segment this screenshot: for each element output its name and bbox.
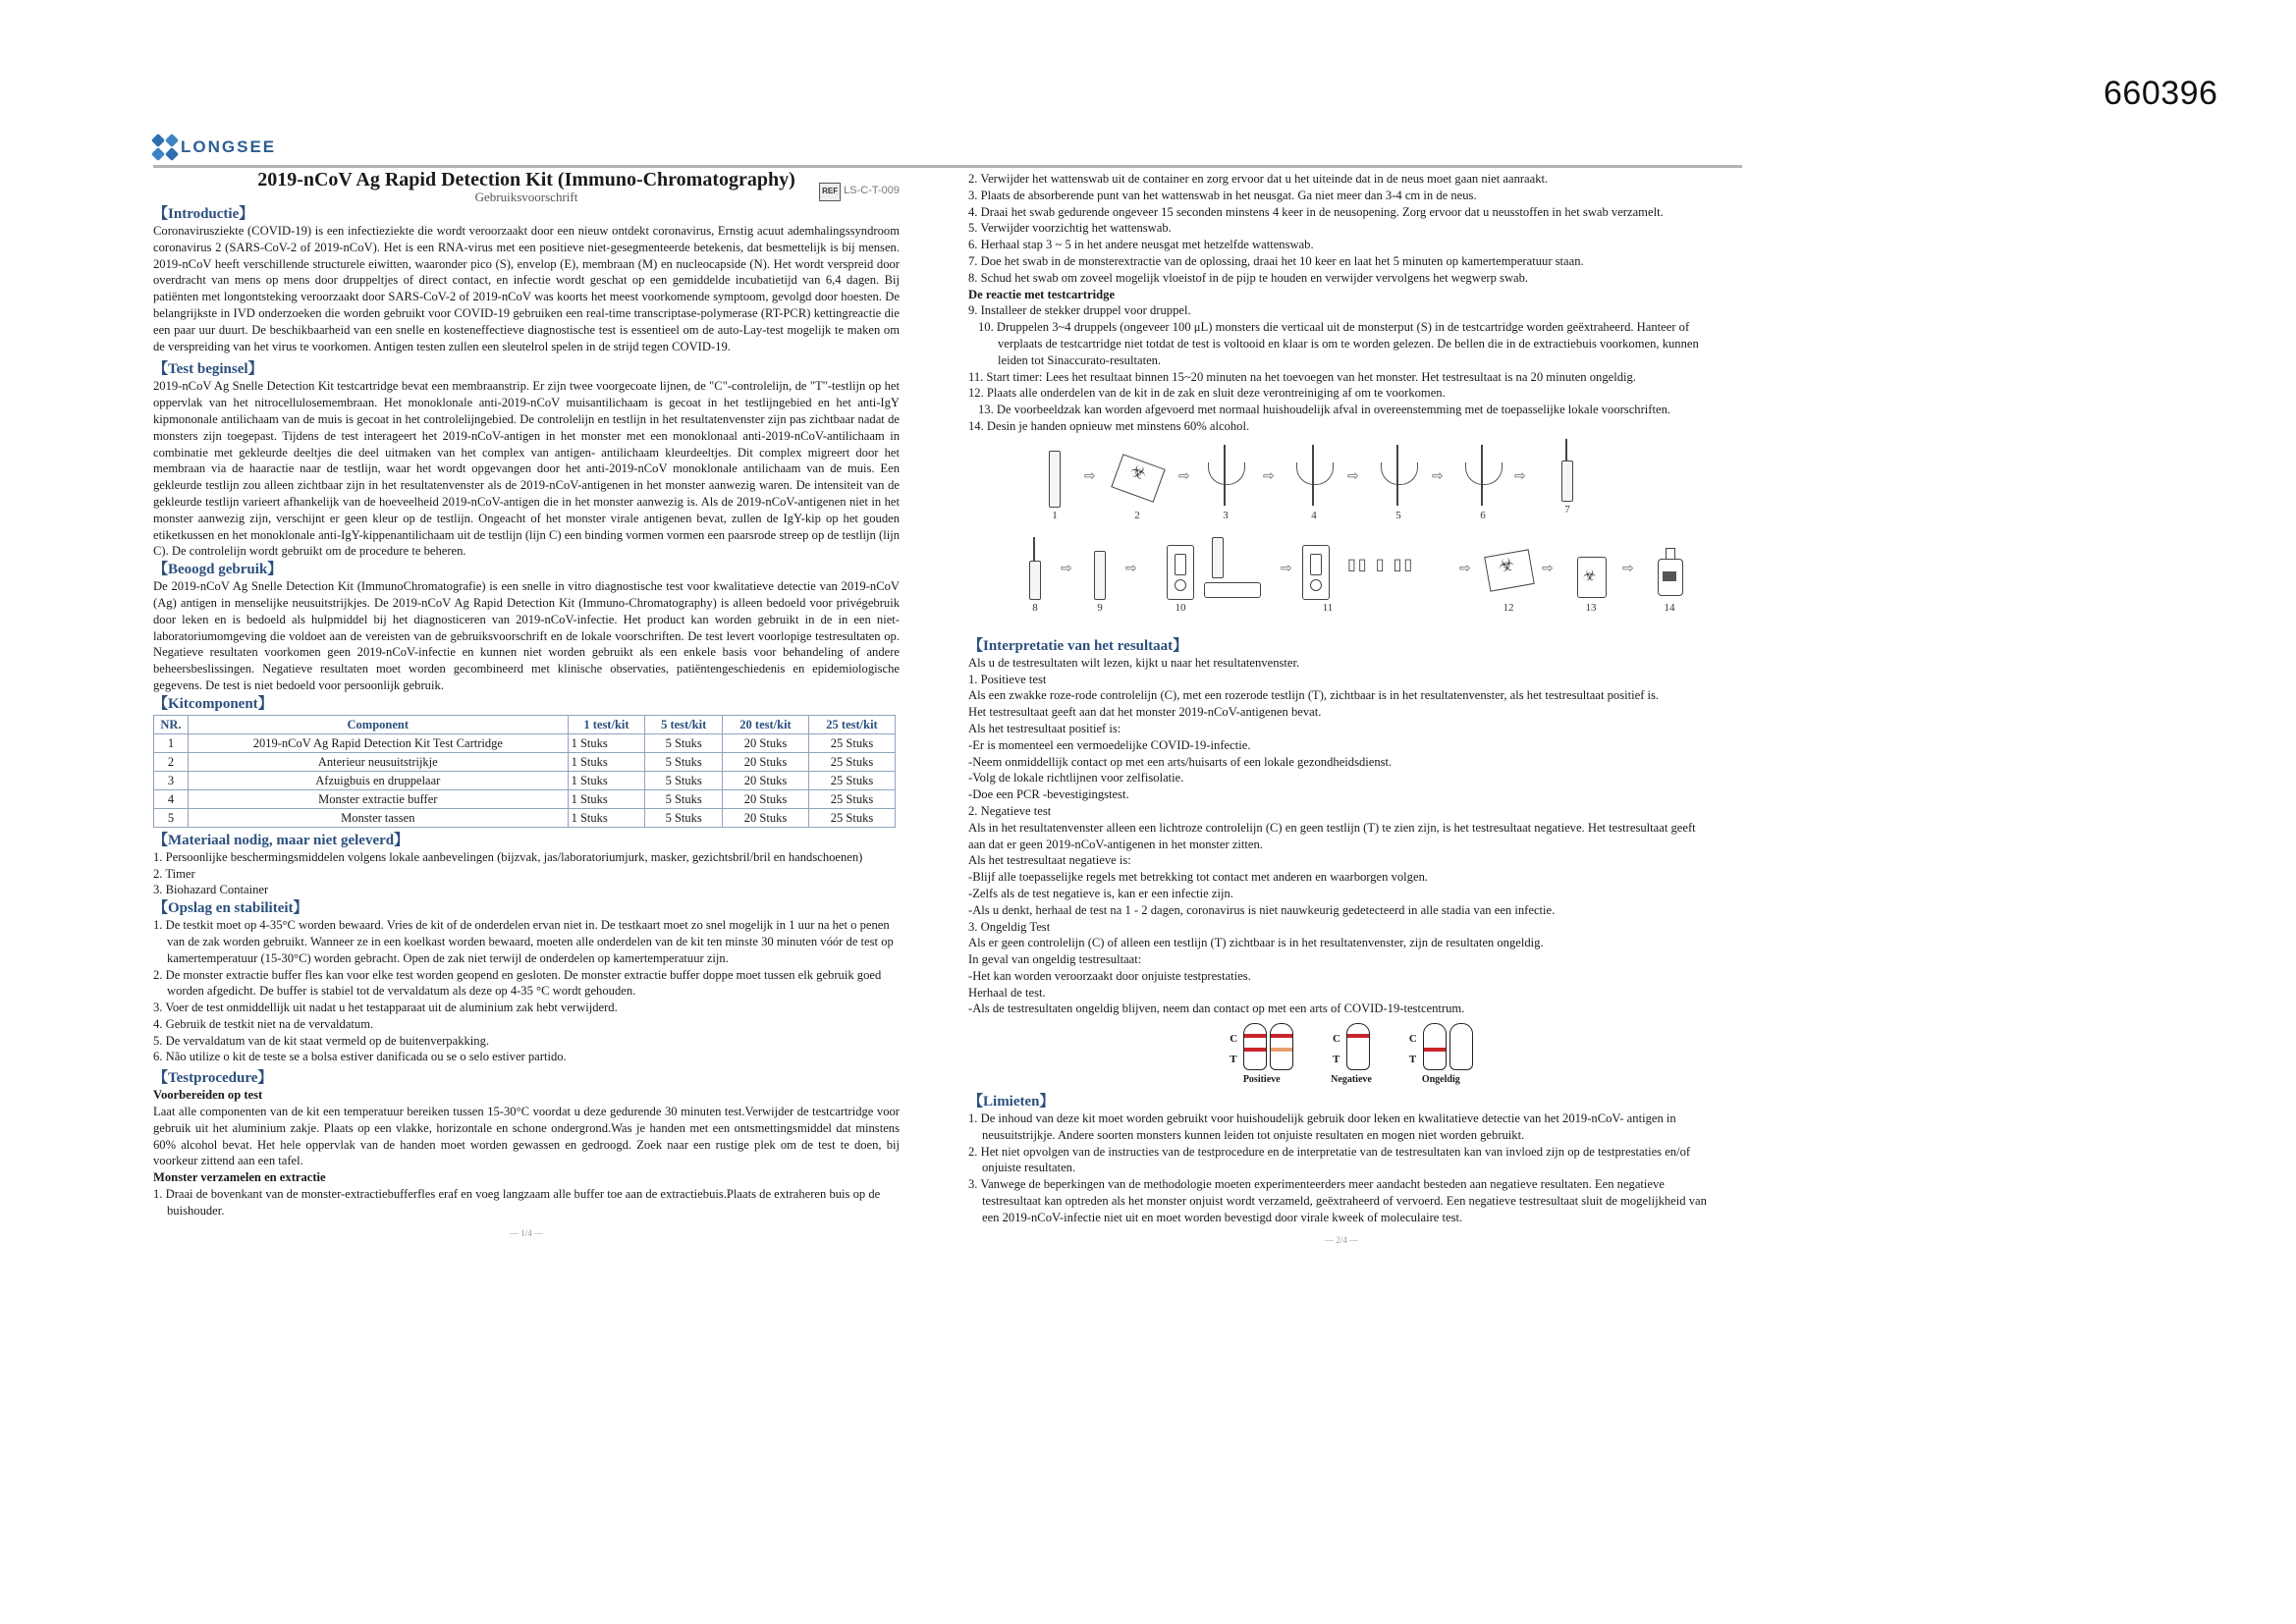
- table-cell: 1: [154, 733, 189, 752]
- table-cell: 1 Stuks: [568, 733, 645, 752]
- interpretatie-line: -Er is momenteel een vermoedelijke COVID-19-infectie.: [968, 737, 1251, 752]
- list-item: 13. De voorbeeldzak kan worden afgevoerd met normaal huishoudelijk afval in overeenstemming met de toepasselijke lokale voorschriften.: [978, 403, 1671, 417]
- ref-value: LS-C-T-009: [844, 185, 900, 196]
- figure-step-3: 3: [1196, 445, 1255, 524]
- subheading-voorbereiden: Voorbereiden op test: [153, 1088, 263, 1103]
- page-header: [153, 134, 1744, 167]
- list-item: 2. Verwijder het wattenswab uit de container en zorg ervoor dat u het uiteinde dat in de neus moet gaan niet aanraakt.: [968, 172, 1549, 186]
- nose-icon: [1465, 462, 1503, 485]
- figure-step-7: 7: [1538, 439, 1597, 518]
- interpretatie-line: Herhaal de test.: [968, 985, 1046, 1000]
- figure-step-6: 6: [1453, 445, 1512, 524]
- swab-icon: [1224, 445, 1226, 506]
- arrow-icon: ⇨: [1125, 560, 1137, 576]
- arrow-icon: ⇨: [1178, 467, 1190, 484]
- test-cartridge-icon: [1167, 545, 1194, 600]
- result-label: Ongeldig: [1421, 1074, 1460, 1086]
- table-cell: 1 Stuks: [568, 752, 645, 771]
- table-header-row: [154, 715, 896, 733]
- header-divider: [153, 165, 1742, 168]
- list-item: 6. Herhaal stap 3 ~ 5 in het andere neusgat met hetzelfde wattenswab.: [968, 238, 1314, 252]
- section-heading-limieten: 【Limieten】: [968, 1094, 1055, 1110]
- biohazard-bag-icon: [1484, 549, 1535, 591]
- nose-icon: [1296, 462, 1334, 485]
- figure-step-12: ☣ 12: [1479, 537, 1538, 617]
- table-cell: Monster tassen: [189, 808, 569, 827]
- figure-step-14: 14: [1640, 537, 1699, 617]
- list-item: 5. Verwijder voorzichtig het wattenswab.: [968, 221, 1172, 236]
- logo-mark-icon: [153, 135, 177, 159]
- list-item: 10. Druppelen 3~4 druppels (ongeveer 100 μL) monsters die verticaal uit de monsterput (S) in de testcartridge worden geëxtraheerd. Hanteer of verplaats de testcartridge niet totdat de test is voltooid en klaar is om te worden gelezen. De bellen die in de extractiebuis voorkomen, kunnen leiden tot Sinaccurato-resultaten.: [978, 320, 1699, 367]
- list-item: 2. Het niet opvolgen van de instructies van de testprocedure en de interpretatie van de testresultaten kan van invloed zijn op de testprestaties en/of onjuiste resultaten.: [968, 1144, 1691, 1175]
- sanitizer-bottle-icon: [1658, 559, 1683, 596]
- section-heading-kitcomponent: 【Kitcomponent】: [153, 695, 273, 712]
- interpretatie-line: -Zelfs als de test negatieve is, kan er een infectie zijn.: [968, 886, 1233, 900]
- page-2: [968, 171, 1715, 1248]
- table-cell: 25 Stuks: [809, 771, 896, 789]
- table-cell: Afzuigbuis en druppelaar: [189, 771, 569, 789]
- list-item: 4. Draai het swab gedurende ongeveer 15 seconden minstens 4 keer in de neusopening. Zorg ervoor dat u neusstoffen in het swab verzamelt.: [968, 204, 1664, 219]
- list-item: 9. Installeer de stekker druppel voor druppel.: [968, 303, 1191, 318]
- section-heading-opslag: 【Opslag en stabiliteit】: [153, 900, 308, 917]
- list-item: 3. Vanwege de beperkingen van de methodologie moeten experimenteerders meer aandacht besteden aan negatieve resultaten. Een negatieve testresultaat kan optreden als het monster onjuist wordt verzameld, geëxtraheerd of vervoerd. Een negatieve testresultaat sluit de mogelijkheid van een 2019-nCoV-infectie niet uit en moet worden bevestigd door virale kweek of moleculaire test.: [968, 1177, 1707, 1224]
- interpretatie-line: 3. Ongeldig Test: [968, 919, 1051, 934]
- swab-icon: [1312, 445, 1314, 506]
- beoogd-gebruik-text: De 2019-nCoV Ag Snelle Detection Kit (ImmunoChromatografie) is een snelle in vitro diagnostische test voor kwalitatieve detectie van 2019-nCoV (Ag) antigen in menselijke neusuitstrijkjes. De 2019-nCoV Ag Rapid Detection Kit (Immuno-Chromatography) is alleen bedoeld voor privégebruik door leken en is bedoeld als hulpmiddel bij het diagnosticeren van 2019-nCoV-infectie. Het product kan worden gebruikt in de in een niet-laboratoriumomgeving die voldoet aan de vereisten van de gebruiksvoorschrift en de lokale voorschriften. De test levert voorlopige testresultaten op. Negatieve resultaten voorkomen geen 2019-nCoV-infectie en kunnen niet worden gebruikt als een enkele basis voor behandeling of andere beheersbeslissingen. Negatieve resultaten moet worden gecombineerd met klinische observaties, patiëntengeschiedenis en epidemiologische gegevens. De test is niet bedoeld voor persoonlijk gebruik.: [153, 579, 900, 692]
- list-item: 3. Voer de test onmiddellijk uit nadat u het testapparaat uit de aluminium zak hebt verwijderd.: [153, 1001, 618, 1015]
- figure-step-5: 5: [1369, 445, 1428, 524]
- list-item: 11. Start timer: Lees het resultaat binnen 15~20 minuten na het toevoegen van het monster. Het testresultaat is na 20 minuten ongeldig.: [968, 369, 1636, 384]
- table-cell: 20 Stuks: [723, 808, 809, 827]
- figure-step-10b: [1204, 537, 1263, 600]
- list-item: 5. De vervaldatum van de kit staat vermeld op de buitenverpakking.: [153, 1033, 490, 1048]
- title-block: [153, 169, 900, 204]
- voorbereiden-text: Laat alle componenten van de kit een temperatuur bereiken tussen 15-30°C voordat u deze gedurende 30 minuten test.Verwijder de testcartridge voor gebruik uit het aluminium zakje. Plaats op een vlakke, horizontale en schone ondergrond.Was je handen met een ontsmettingsmiddel dat minstens 60% alcohol bevat. Het hele oppervlak van de handen moet worden gewassen en gedroogd. Zoek naar een rustige plek om de test te doen, bij voorkeur zittend aan een tafel.: [153, 1105, 900, 1168]
- table-cell: 25 Stuks: [809, 733, 896, 752]
- arrow-icon: ⇨: [1432, 467, 1444, 484]
- figure-step-13: ☣ 13: [1561, 537, 1620, 617]
- document-title: 2019-nCoV Ag Rapid Detection Kit (Immuno-Chromatography): [257, 169, 795, 190]
- result-negative: C T Negatieve: [1331, 1023, 1372, 1089]
- test-cartridge-icon: [1302, 545, 1330, 600]
- extraction-tube-icon: [1561, 460, 1573, 502]
- table-row: [154, 733, 896, 752]
- table-cell: 4: [154, 789, 189, 808]
- table-cell: 5 Stuks: [645, 752, 723, 771]
- figure-step-4: 4: [1285, 445, 1343, 524]
- table-cell: 2: [154, 752, 189, 771]
- list-item: 1. De inhoud van deze kit moet worden gebruikt voor huishoudelijk gebruik door leken en kwalitatieve detectie van het 2019-nCoV- antigen in neusuitstrijkje. Andere soorten monsters kunnen leiden tot onjuiste resultaten en mogen niet worden gebruikt.: [968, 1111, 1676, 1142]
- result-invalid: C T Ongeldig: [1409, 1023, 1473, 1089]
- table-cell: 5: [154, 808, 189, 827]
- list-item: 3. Biohazard Container: [153, 883, 269, 897]
- result-positive: C T Positieve: [1230, 1023, 1293, 1089]
- figure-step-8: 8: [1006, 537, 1065, 617]
- column-header: 5 test/kit: [645, 715, 723, 733]
- brand-name: LONGSEE: [181, 137, 277, 156]
- test-strip-icon: [1243, 1023, 1267, 1070]
- list-item: 1. De testkit moet op 4-35°C worden bewaard. Vries de kit of de onderdelen ervan niet in. De testkaart moet zo snel mogelijk in 1 uur na het o penen van de zak worden gebruikt. Wanneer ze in een koelkast worden bewaard, moeten alle onderdelen van de kit ten minste 30 minuten vóór de test op kamertemperatuur (15-30°C) worden gebracht. Open de zak niet terwijl de onderdelen op kamertemperatuur zijn.: [153, 918, 894, 965]
- table-row: [154, 789, 896, 808]
- section-heading-testprocedure: 【Testprocedure】: [153, 1070, 273, 1087]
- column-header: NR.: [154, 715, 189, 733]
- table-cell: 25 Stuks: [809, 752, 896, 771]
- table-cell: 25 Stuks: [809, 808, 896, 827]
- test-strip-icon: [1346, 1023, 1370, 1070]
- table-cell: 1 Stuks: [568, 808, 645, 827]
- ref-code: [819, 183, 900, 201]
- subheading-verzamelen: Monster verzamelen en extractie: [153, 1170, 326, 1185]
- page-number: — 2/4 —: [1324, 1234, 1358, 1245]
- interpretatie-line: Als het testresultaat positief is:: [968, 721, 1121, 735]
- table-cell: 20 Stuks: [723, 771, 809, 789]
- extraction-tube-icon: [1049, 451, 1061, 508]
- table-cell: Monster extractie buffer: [189, 789, 569, 808]
- brand-logo: [153, 135, 276, 159]
- list-item: 4. Gebruik de testkit niet na de vervaldatum.: [153, 1016, 374, 1031]
- result-label: Negatieve: [1331, 1074, 1372, 1086]
- result-label: Positieve: [1242, 1074, 1281, 1086]
- interpretatie-line: Als een zwakke roze-rode controlelijn (C), met een rozerode testlijn (T), zichtbaar is in het resultatenvenster, als het testresultaat positief is.: [968, 688, 1660, 703]
- interpretatie-line: 2. Negatieve test: [968, 803, 1052, 818]
- list-item: 3. Plaats de absorberende punt van het wattenswab in het neusgat. Ga niet meer dan 3-4 cm in de neus.: [968, 188, 1477, 202]
- table-cell: Anterieur neusuitstrijkje: [189, 752, 569, 771]
- interpretatie-line: -Als u denkt, herhaal de test na 1 - 2 dagen, coronavirus is niet nauwkeurig gedetecteerd in alle stadia van een infectie.: [968, 902, 1556, 917]
- table-cell: 20 Stuks: [723, 733, 809, 752]
- swab-icon: [1481, 445, 1483, 506]
- arrow-icon: ⇨: [1281, 560, 1292, 576]
- list-item: 2. De monster extractie buffer fles kan voor elke test worden geopend en gesloten. De monster extractie buffer doppe moet tussen elk gebruik goed worden afgedicht. De buffer is stabiel tot de vervaldatum als deze op 4-35 °C wordt gehouden.: [153, 967, 882, 999]
- list-item: 12. Plaats alle onderdelen van de kit in de zak en sluit deze verontreiniging af om te voorkomen.: [968, 386, 1446, 401]
- table-row: [154, 808, 896, 827]
- swab-pack-icon: [1111, 454, 1166, 503]
- result-diagram: [968, 1023, 1715, 1089]
- table-cell: 1 Stuks: [568, 789, 645, 808]
- kit-component-table: [153, 715, 896, 828]
- table-cell: 3: [154, 771, 189, 789]
- figure-step-9: 9: [1070, 537, 1129, 617]
- swab-icon: [1396, 445, 1398, 506]
- table-cell: 1 Stuks: [568, 771, 645, 789]
- arrow-icon: ⇨: [1542, 560, 1554, 576]
- column-header: Component: [189, 715, 569, 733]
- subheading-reactie: De reactie met testcartridge: [968, 287, 1116, 301]
- procedure-illustration: [968, 439, 1715, 635]
- arrow-icon: ⇨: [1061, 560, 1072, 576]
- figure-step-11-results: [1347, 537, 1455, 600]
- interpretatie-line: -Blijf alle toepasselijke regels met betrekking tot contact met anderen en waarborgen volgen.: [968, 870, 1429, 885]
- arrow-icon: ⇨: [1347, 467, 1359, 484]
- interpretatie-line: Als in het resultatenvenster alleen een lichtroze controlelijn (C) en geen testlijn (T) te zien zijn, is het testresultaat negatieve. Het testresultaat geeft aan dat er geen 2019-nCoV-antigenen in het monster zitten.: [968, 820, 1696, 851]
- arrow-icon: ⇨: [1263, 467, 1275, 484]
- dropper-tube-icon: [1094, 551, 1106, 600]
- arrow-icon: ⇨: [1622, 560, 1634, 576]
- test-cartridge-icon: [1204, 582, 1261, 598]
- interpretatie-line: In geval van ongeldig testresultaat:: [968, 952, 1142, 967]
- interpretatie-line: Als er geen controlelijn (C) of alleen een testlijn (T) zichtbaar is in het resultatenvenster, zijn de resultaten ongeldig.: [968, 936, 1544, 950]
- table-cell: 2019-nCoV Ag Rapid Detection Kit Test Cartridge: [189, 733, 569, 752]
- interpretatie-line: -Het kan worden veroorzaakt door onjuiste testprestaties.: [968, 968, 1251, 983]
- list-item: 1. Persoonlijke beschermingsmiddelen volgens lokale aanbevelingen (bijzvak, jas/laboratoriumjurk, masker, gezichtsbril/bril en handschoenen): [153, 849, 863, 864]
- arrow-icon: ⇨: [1514, 467, 1526, 484]
- introductie-text: Coronavirusziekte (COVID-19) is een infectieziekte die wordt veroorzaakt door een nieuw ontdekt coronavirus, Ernstig acuut ademhalingssyndroom coronavirus 2 (SARS-CoV-2 of 2019-nCoV). Het is een RNA-virus met een positieve niet-gesegmenteerde betekenis, dat besmettelijk is bij mensen. 2019-nCoV heeft verschillende structurele eiwitten, waaronder pico (S), envelop (E), membraan (M) en nucleocapside (N). Het wordt verspreid door overdracht van mens op mens door druppeltjes of direct contact, en infectie wordt geschat op een gemiddelde incubatietijd van 6,4 dagen. Bij patiënten met longontsteking veroorzaakt door SARS-CoV-2 of 2019-nCoV was koorts het meest voorkomende symptoom, gevolgd door hoesten. De belangrijkste in IVD onderzoeken die worden gebruikt voor COVID-19 gebruiken een real-time transcriptase-polymerase (RT-PCR) kettingreactie die een paar uur duurt. De beschikbaarheid van een snelle en kosteneffectieve diagnostische test is essentieel om de auto-Lay-test mogelijk te maken om de verspreiding van het virus te voorkomen. Antigen testen zullen een sleutelrol spelen in de strijd tegen COVID-19.: [153, 224, 900, 353]
- figure-step-2: ☣ 2: [1108, 445, 1167, 524]
- figure-step-10: 10: [1151, 537, 1210, 617]
- nose-icon: [1381, 462, 1418, 485]
- column-header: 1 test/kit: [568, 715, 645, 733]
- section-heading-interpretatie: 【Interpretatie van het resultaat】: [968, 637, 1188, 654]
- figure-step-11: 11: [1298, 537, 1357, 617]
- column-header: 20 test/kit: [723, 715, 809, 733]
- table-row: [154, 771, 896, 789]
- section-heading-beoogd-gebruik: 【Beoogd gebruik】: [153, 562, 283, 578]
- nose-icon: [1208, 462, 1245, 485]
- table-cell: 5 Stuks: [645, 808, 723, 827]
- list-item: 14. Desin je handen opnieuw met minstens 60% alcohol.: [968, 418, 1250, 433]
- section-heading-test-beginsel: 【Test beginsel】: [153, 361, 263, 378]
- table-row: [154, 752, 896, 771]
- list-item: 6. Não utilize o kit de teste se a bolsa estiver danificada ou se o selo estiver partido.: [153, 1050, 567, 1064]
- table-cell: 5 Stuks: [645, 771, 723, 789]
- interpretatie-line: Als u de testresultaten wilt lezen, kijkt u naar het resultatenvenster.: [968, 655, 1300, 670]
- test-strip-icon: [1270, 1023, 1293, 1070]
- arrow-icon: ⇨: [1084, 467, 1096, 484]
- test-beginsel-text: 2019-nCoV Ag Snelle Detection Kit testcartridge bevat een membraanstrip. Er zijn twee voorgecoate lijnen, de "C"-controlelijn, de "T"-testlijn op het oppervlak van het nitrocellulosemembraan. Het monoklonale anti-2019-nCoV muisantilichaam is gecoat in het testlijngebied en het anti-IgY kipmononale antilichaam van de muis is gecoat in het controlelijngebied. De controlelijn en testlijn in het resultatenvenster zijn pas zichtbaar nadat de monsters zijn toegepast. Tijdens de test interageert het 2019-nCoV-antigen in het monster met een monoklonaal anti-2019-nCoV-antilichaam in combinatie met gekleurde deeltjes die deel uitmaken van het complex van antigen- antilichaam kleurdeeltjes. Dit complex migreert door het membraan via de haaractie naar de testlijn, waar het wordt opgevangen door het anti-2019-nCoV monoklonale antilichaam van de muis. Een gekleurde testlijn zou alleen zichtbaar zijn in het resultatenvenster als de 2019-nCoV-antigenen in het monster aanwezig waren. De intensiteit van de gekleurde testlijn varieert afhankelijk van de hoeveelheid 2019-nCoV-antigen die in het monster aanwezig is. Als de 2019-nCoV-antigenen niet in het monster aanwezig zijn, verschijnt er geen kleur op de testlijn. Ongeacht of het monster virale antigenen bevat, zullen de IgY-kip op het gouden etiketkussen en het monoklonale anti-IgY-kippenantilichaam uit de testlijn (lijn C) een binding vormen vormen een paarsrode streep op de testlijn (lijn C). De controlelijn wordt gebruikt om de procedure te beheren.: [153, 379, 900, 559]
- table-cell: 5 Stuks: [645, 733, 723, 752]
- list-item: 8. Schud het swab om zoveel mogelijk vloeistof in de pijp te houden en verwijder vervolgens het wegwerp swab.: [968, 270, 1529, 285]
- interpretatie-line: Het testresultaat geeft aan dat het monster 2019-nCoV-antigenen bevat.: [968, 705, 1322, 720]
- page-number: — 1/4 —: [509, 1227, 543, 1238]
- list-item: 2. Timer: [153, 866, 195, 881]
- biohazard-bin-icon: [1577, 557, 1607, 598]
- test-strip-icon: [1423, 1023, 1447, 1070]
- section-heading-materiaal: 【Materiaal nodig, maar niet geleverd】: [153, 832, 410, 848]
- result-strips-icon: ▯▯ ▯ ▯▯: [1347, 554, 1415, 573]
- page-1: [153, 169, 900, 1241]
- figure-step-1: 1: [1025, 445, 1084, 524]
- table-cell: 20 Stuks: [723, 752, 809, 771]
- document-subtitle: Gebruiksvoorschrift: [474, 189, 578, 204]
- list-item: 1. Draai de bovenkant van de monster-extractiebufferfles eraf en voeg langzaam alle buffer toe aan de extractiebuis.Plaats de extraheren buis op de buishouder.: [153, 1187, 881, 1218]
- table-cell: 5 Stuks: [645, 789, 723, 808]
- interpretatie-line: -Neem onmiddellijk contact op met een arts/huisarts of een lokale gezondheidsdienst.: [968, 754, 1393, 769]
- document-id: 660396: [2104, 75, 2218, 112]
- dropper-tube-icon: [1212, 537, 1224, 578]
- interpretatie-line: 1. Positieve test: [968, 672, 1047, 686]
- interpretatie-line: -Doe een PCR -bevestigingstest.: [968, 787, 1129, 802]
- list-item: 7. Doe het swab in de monsterextractie van de oplossing, draai het 10 keer en laat het 5 minuten op kamertemperatuur staan.: [968, 253, 1584, 268]
- section-heading-introductie: 【Introductie】: [153, 206, 254, 222]
- table-cell: 25 Stuks: [809, 789, 896, 808]
- test-strip-icon: [1449, 1023, 1473, 1070]
- interpretatie-line: -Volg de lokale richtlijnen voor zelfisolatie.: [968, 771, 1184, 785]
- interpretatie-line: Als het testresultaat negatieve is:: [968, 853, 1131, 868]
- interpretatie-line: -Als de testresultaten ongeldig blijven, neem dan contact op met een arts of COVID-19-testcentrum.: [968, 1001, 1465, 1016]
- ref-badge: REF: [819, 183, 841, 201]
- column-header: 25 test/kit: [809, 715, 896, 733]
- table-cell: 20 Stuks: [723, 789, 809, 808]
- arrow-icon: ⇨: [1459, 560, 1471, 576]
- extraction-tube-icon: [1029, 561, 1041, 600]
